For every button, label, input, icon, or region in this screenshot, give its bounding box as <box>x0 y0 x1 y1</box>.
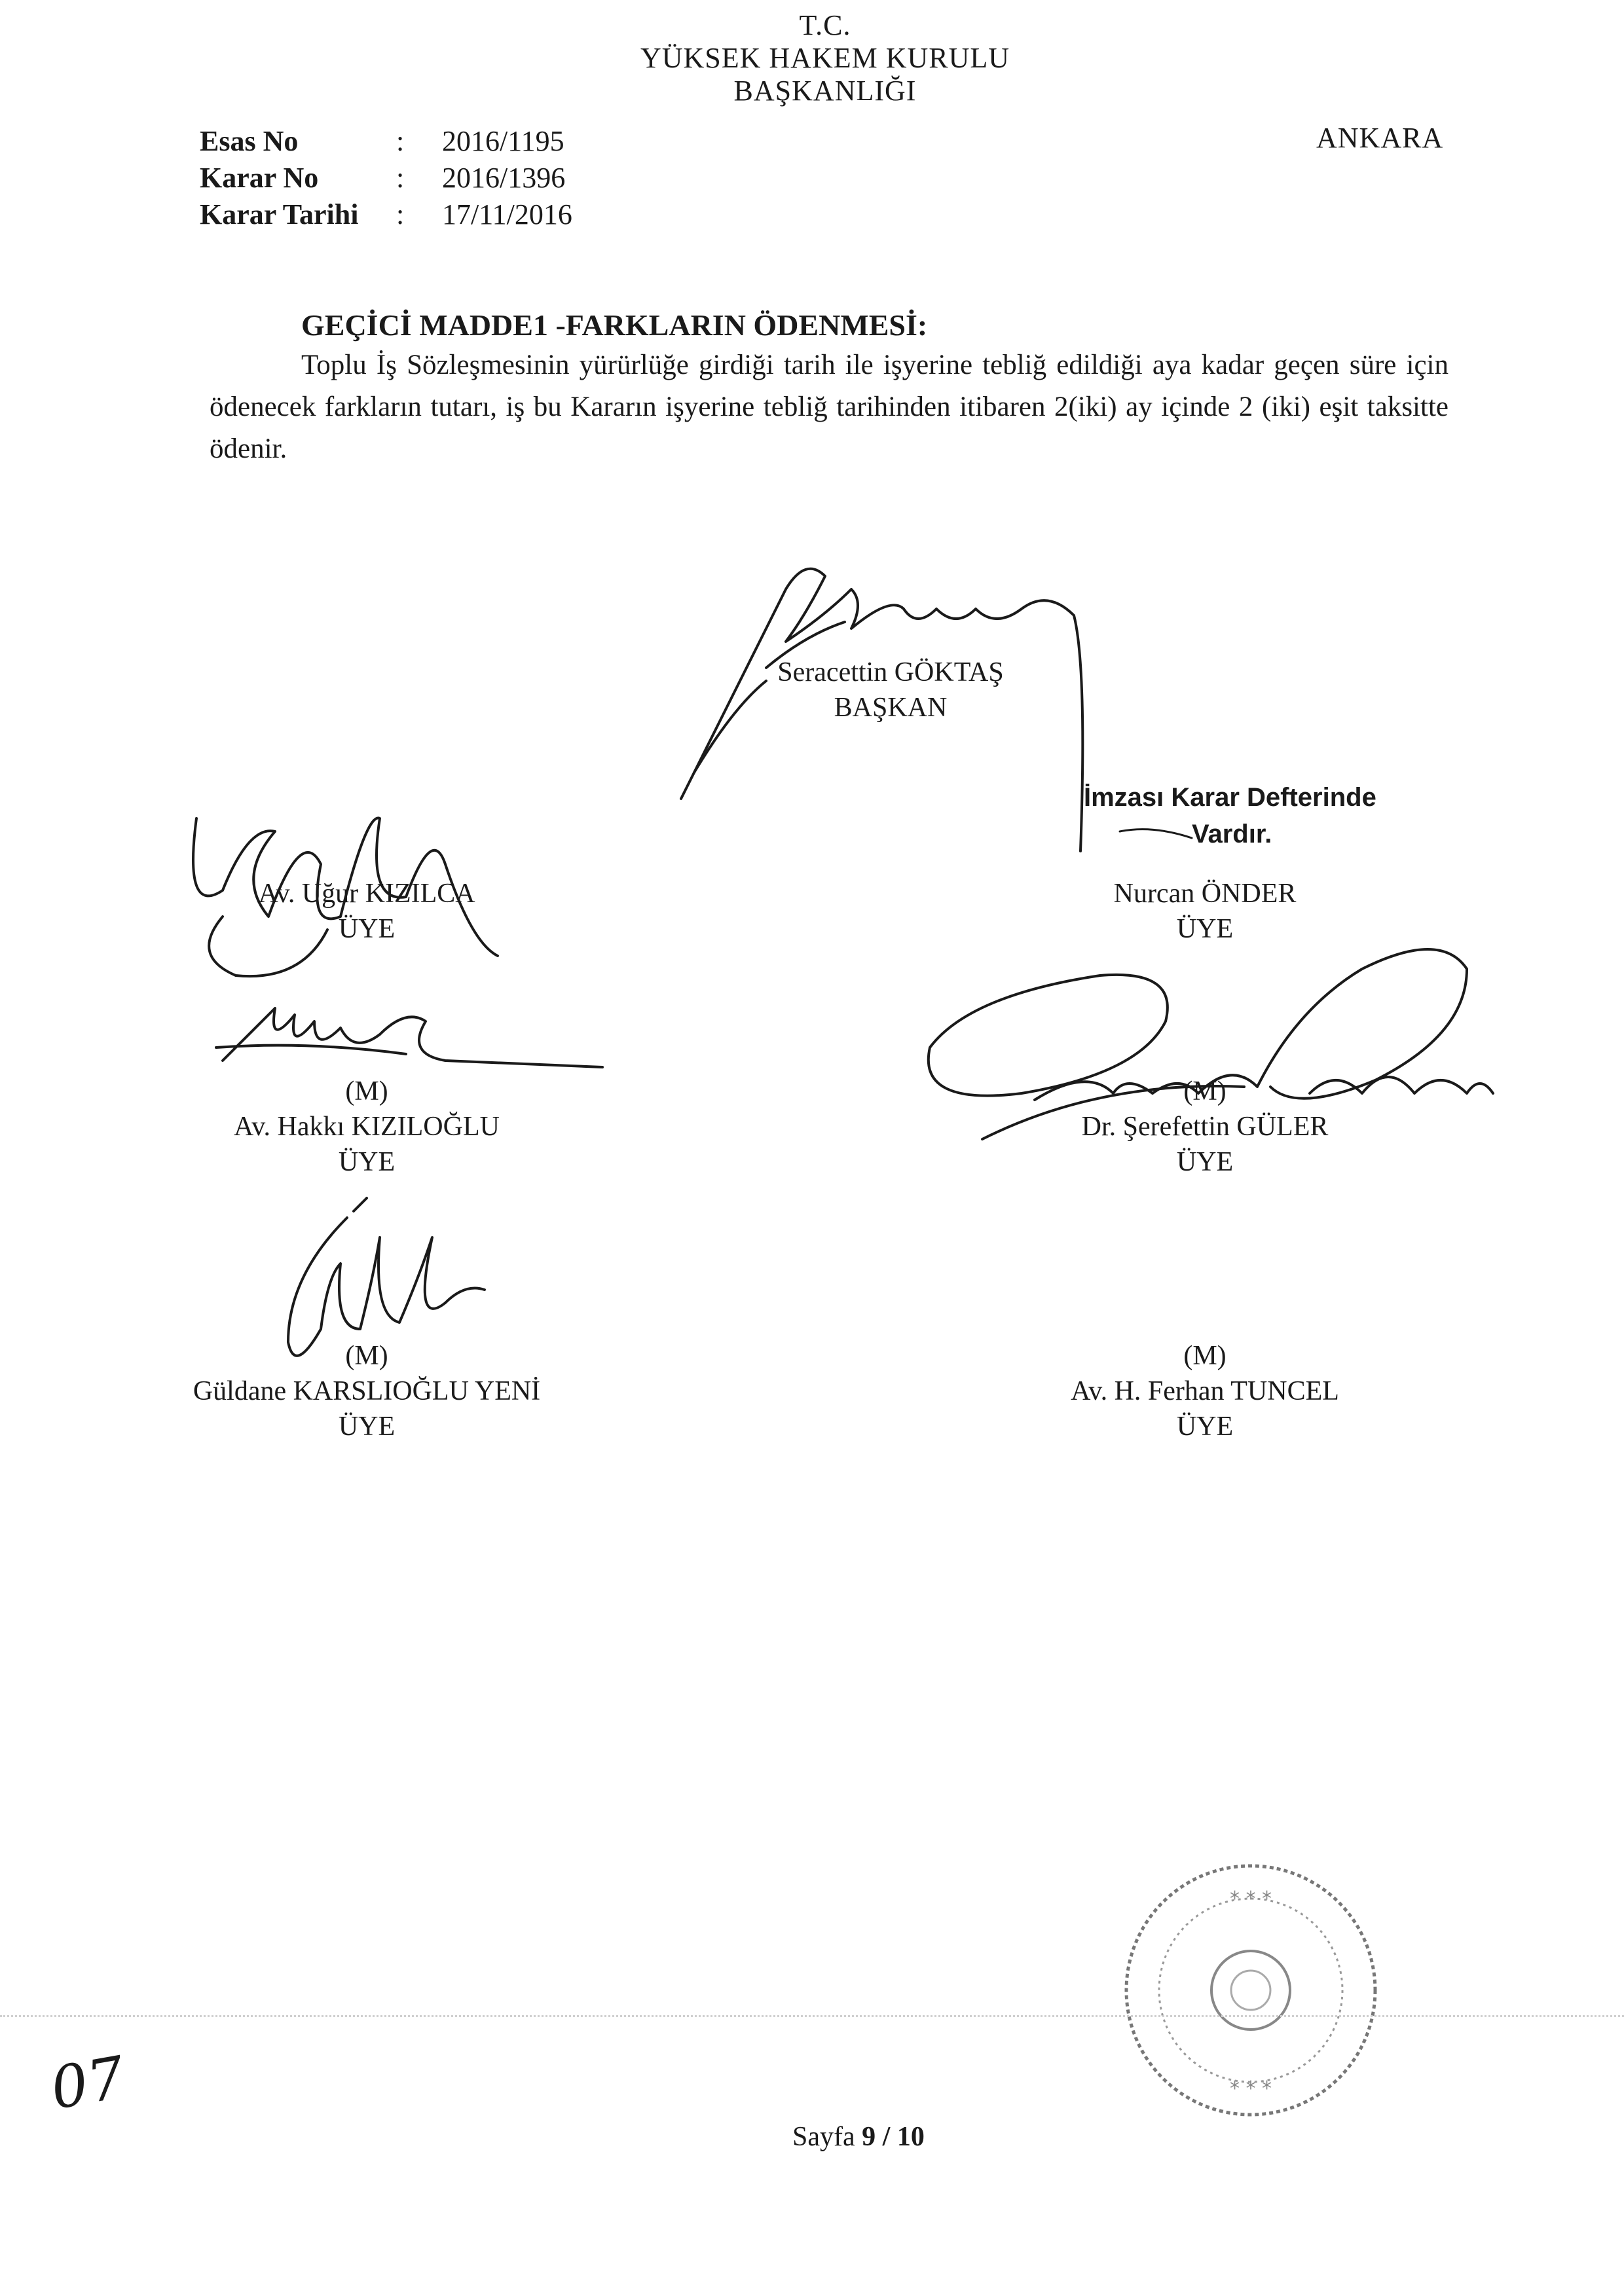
case-meta <box>200 124 572 234</box>
article-body: Toplu İş Sözleşmesinin yürürlüğe girdiği tarih ile işyerine tebliğ edildiği aya kadar geçen süre için ödenecek farkların tutarı, iş bu Kararın işyerine tebliğ tarihinden itibaren 2(iki) ay içinde 2 (iki) eşit taksitte ödenir. <box>210 350 1449 464</box>
member6-role: ÜYE <box>1176 1412 1234 1442</box>
member1-name: Av. Uğur KIZILCA <box>258 879 475 909</box>
header-tc: T.C. <box>799 9 851 41</box>
member6-block <box>1035 1338 1375 1444</box>
member1-role: ÜYE <box>338 914 396 944</box>
page-prefix: Sayfa <box>792 2122 855 2152</box>
header-city: ANKARA <box>1316 122 1444 154</box>
chair-name: Seracettin GÖKTAŞ <box>777 657 1004 687</box>
chair-role: BAŞKAN <box>834 693 948 723</box>
member3-block <box>196 1074 537 1180</box>
member4-role: ÜYE <box>1176 1147 1234 1177</box>
page-number <box>792 2121 925 2153</box>
document-header <box>550 9 1100 107</box>
karar-colon: : <box>396 162 405 194</box>
esas-label: Esas No <box>200 125 299 157</box>
member4-block <box>1035 1074 1375 1180</box>
article-title: GEÇİCİ MADDE1 -FARKLARIN ÖDENMESİ: <box>301 308 928 342</box>
chair-block <box>720 655 1061 725</box>
tarih-value: 17/11/2016 <box>442 198 572 230</box>
member3-signature <box>210 982 629 1087</box>
member3-role: ÜYE <box>338 1147 396 1177</box>
member1-block <box>196 876 537 947</box>
esas-value: 2016/1195 <box>442 125 564 157</box>
member6-name: Av. H. Ferhan TUNCEL <box>1071 1376 1339 1406</box>
member5-role: ÜYE <box>338 1412 396 1442</box>
member6-mark: (M) <box>1183 1341 1227 1371</box>
tarih-colon: : <box>396 198 405 230</box>
svg-text:* * *: * * * <box>1229 2077 1272 2100</box>
svg-text:* * *: * * * <box>1229 1887 1272 1910</box>
official-seal-icon <box>1113 1853 1388 2128</box>
member4-mark: (M) <box>1183 1076 1227 1106</box>
page-current: 9 <box>862 2122 876 2152</box>
karar-value: 2016/1396 <box>442 162 566 194</box>
member2-name: Nurcan ÖNDER <box>1113 879 1297 909</box>
scan-artifact-line <box>0 2015 1624 2017</box>
note-stroke <box>1113 818 1205 845</box>
member5-mark: (M) <box>345 1341 388 1371</box>
header-institution: YÜKSEK HAKEM KURULU <box>640 42 1010 74</box>
esas-colon: : <box>396 125 405 157</box>
page-separator: / <box>882 2122 891 2152</box>
member4-name: Dr. Şerefettin GÜLER <box>1081 1112 1329 1142</box>
member3-mark: (M) <box>345 1076 388 1106</box>
member5-name: Güldane KARSLIOĞLU YENİ <box>193 1376 541 1406</box>
member3-name: Av. Hakkı KIZILOĞLU <box>234 1112 500 1142</box>
member2-role: ÜYE <box>1176 914 1234 944</box>
signature-note-line2: Vardır. <box>1192 820 1272 848</box>
margin-note: 07 <box>45 2043 130 2123</box>
page-total: 10 <box>896 2122 925 2152</box>
member5-block <box>170 1338 563 1444</box>
header-department: BAŞKANLIĞI <box>733 75 917 107</box>
tarih-label: Karar Tarihi <box>200 198 359 230</box>
karar-label: Karar No <box>200 162 319 194</box>
signature-note-line1: İmzası Karar Defterinde <box>1084 783 1376 812</box>
